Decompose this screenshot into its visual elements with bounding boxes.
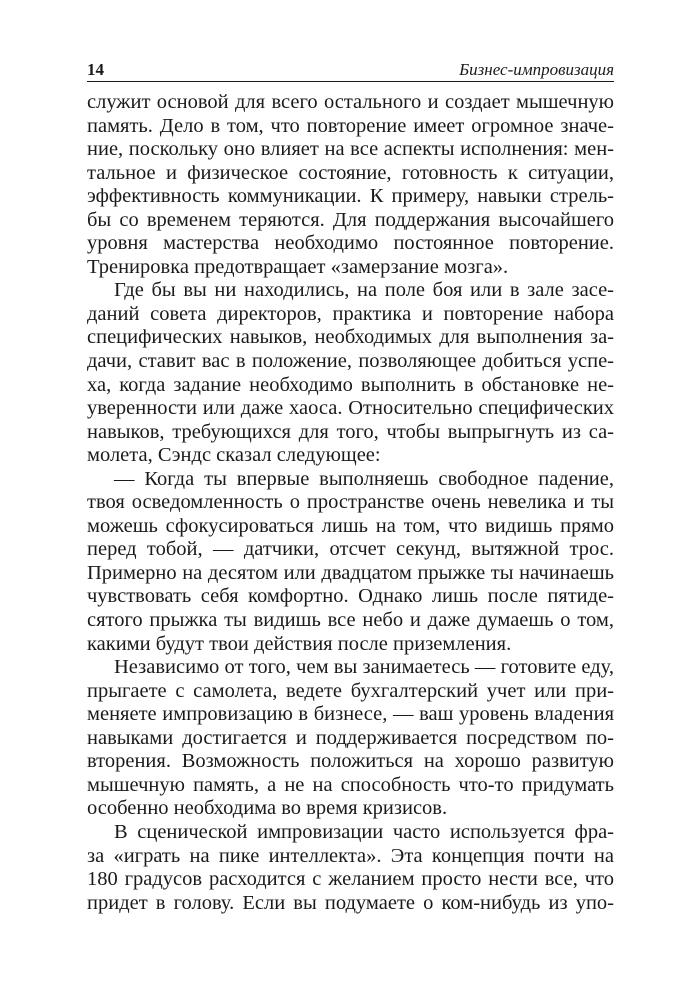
body-text: [87, 91, 614, 915]
text-line: Независимо от того, чем вы занимаетесь — готовите еду,: [114, 656, 614, 679]
text-line: за «играть на пике интеллекта». Эта концепция почти на: [87, 844, 614, 867]
text-line: эффективность коммуникации. К примеру, навыки стрель-: [87, 185, 614, 208]
text-line: мышечную память, а не на способность что-то придумать: [87, 773, 614, 796]
text-line: ха, когда задание необходимо выполнить в обстановке не-: [87, 373, 614, 396]
text-line: твоя осведомленность о пространстве очень невелика и ты: [87, 491, 614, 514]
text-line: Тренировка предотвращает «замерзание мозга».: [87, 255, 509, 278]
text-line: навыков, требующихся для того, чтобы выпрыгнуть из са-: [87, 420, 614, 443]
text-line: сятого прыжка ты видишь все небо и даже думаешь о том,: [87, 609, 614, 632]
text-line: меняете импровизацию в бизнесе, — ваш уровень владения: [87, 703, 614, 726]
page-header: [87, 59, 614, 82]
text-line: тальное и физическое состояние, готовность к ситуации,: [87, 161, 614, 184]
text-line: перед тобой, — датчики, отсчет секунд, вытяжной трос.: [87, 538, 614, 561]
text-line: ние, поскольку оно влияет на все аспекты исполнения: мен-: [87, 138, 614, 161]
text-line: память. Дело в том, что повторение имеет огромное значе-: [87, 114, 614, 137]
text-line: придет в голову. Если вы подумаете о ком-нибудь из упо-: [87, 891, 614, 914]
text-line: бы со временем теряются. Для поддержания высочайшего: [87, 208, 614, 231]
text-line: навыками достигается и поддерживается посредством по-: [87, 726, 614, 749]
text-line: специфических навыков, необходимых для выполнения за-: [87, 326, 614, 349]
text-line: В сценической импровизации часто используется фра-: [114, 820, 614, 843]
text-line: чувствовать себя комфортно. Однако лишь после пятиде-: [87, 585, 614, 608]
text-line: молета, Сэндс сказал следующее:: [87, 444, 381, 467]
text-line: Где бы вы ни находились, на поле боя или в зале засе-: [114, 279, 614, 302]
page-number: 14: [87, 60, 104, 79]
text-line: вторения. Возможность положиться на хорошо развитую: [87, 750, 614, 773]
text-line: 180 градусов расходится с желанием просто нести все, что: [87, 868, 614, 891]
running-title: Бизнес-импровизация: [459, 60, 614, 79]
text-line: Примерно на десятом или двадцатом прыжке ты начинаешь: [87, 561, 614, 584]
text-line: служит основой для всего остального и создает мышечную: [87, 91, 614, 113]
text-line: даний совета директоров, практика и повторение набора: [87, 302, 614, 325]
text-line: можешь сфокусироваться лишь на том, что видишь прямо: [87, 514, 614, 537]
text-line: уверенности или даже хаоса. Относительно специфических: [87, 397, 614, 420]
text-line: — Когда ты впервые выполняешь свободное падение,: [114, 467, 614, 490]
text-line: особенно необходима во время кризисов.: [87, 797, 448, 820]
text-line: дачи, ставит вас в положение, позволяющее добиться успе-: [87, 350, 614, 373]
text-line: прыгаете с самолета, ведете бухгалтерский учет или при-: [87, 679, 614, 702]
text-line: уровня мастерства необходимо постоянное повторение.: [87, 232, 614, 255]
text-line: какими будут твои действия после приземления.: [87, 632, 512, 655]
